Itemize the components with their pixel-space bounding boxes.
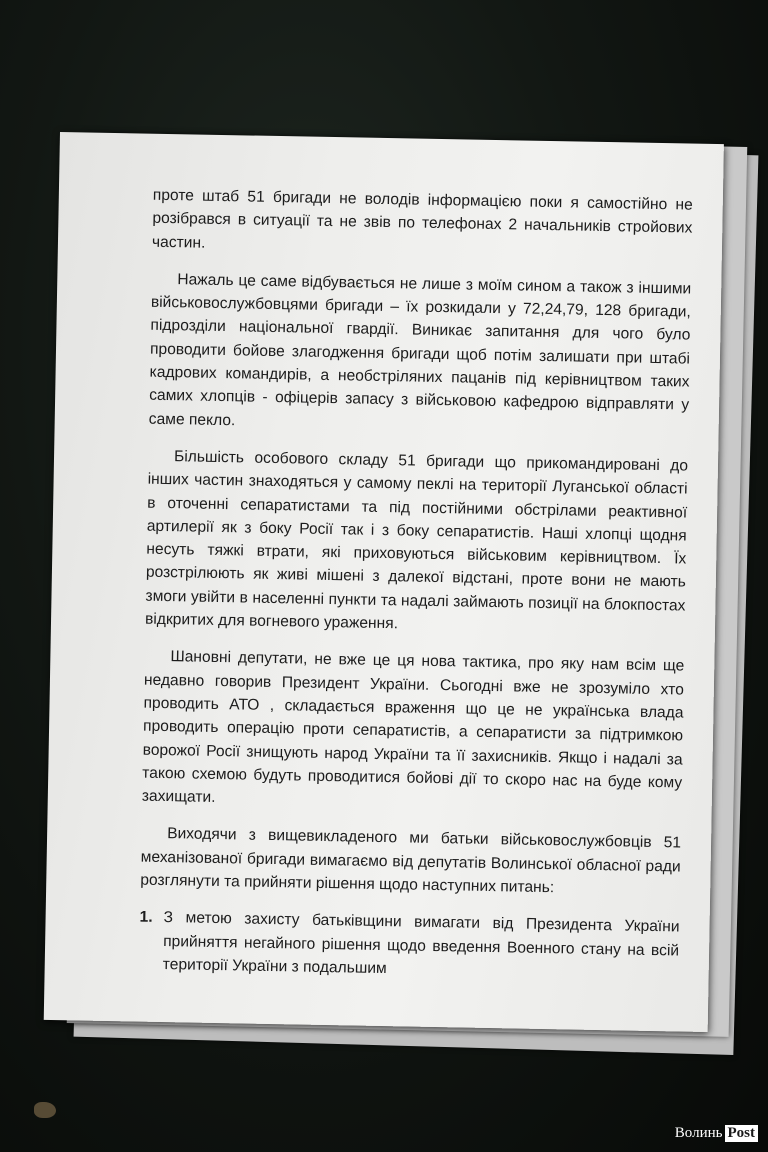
list-text: З метою захисту батьківщини вимагати від Президента України прийняття негайного рішення щодо введення Военного стану на всій території України з подальшим	[162, 909, 680, 978]
paragraph: Більшість особового складу 51 бригади що прикомандировані до інших частин знаходяться у самому пеклі на території Луганської області в оточенні сепаратистами та під постійними обстрілами реактивної артилерії як з боку Росії так і з боку сепаратистів. Наші хлопці щодня несуть тяжкі втрати, які приховуються військовим керівництвом. Їх розстрілюють як живі мішені з далекої відстані, проте вони не мають змоги увійти в населенні пункти та надалі займають позиції на блокпостах відкритих для вогневого ураження.	[144, 448, 689, 633]
paragraph: Нажаль це саме відбувається не лише з моїм сином а також з іншими військовослужбовцями бригади – їх розкидали у 72,24,79, 128 бригади, підрозділи національної гвардії. Виникає запитання для чого було проводити бойове злагодження бригади щоб потім залишати при штабі кадрових командирів, а необстріляних пацанів під керівництвом таких самих хлопців - офіцерів запасу з військовою кафедрою відправляти у саме пекло.	[148, 271, 692, 429]
list-item	[139, 906, 680, 986]
watermark-text: Волинь	[674, 1125, 723, 1141]
list-number: 1.	[139, 908, 153, 927]
document-body	[139, 184, 693, 986]
demands-list	[139, 906, 680, 986]
document-page	[44, 132, 724, 1032]
watermark-box: Post	[725, 1125, 759, 1142]
paragraph: Виходячи з вищевикладеного ми батьки військовослужбовців 51 механізованої бригади вимагаємо від депутатів Волинської обласної ради розглянути та прийняти рішення щодо наступних питань:	[140, 825, 682, 897]
paragraph: проте штаб 51 бригади не володів інформацією поки я самостійно не розібрався в ситуації та не звів по телефонах 2 начальників стройових частин.	[151, 186, 693, 252]
watermark-logo	[675, 1125, 758, 1142]
paragraph: Шановні депутати, не вже це ця нова тактика, про яку нам всім ще недавно говорив Президент України. Сьогодні вже не зрозуміло хто проводить АТО , складається враження що це не українська влада проводить операцію проти сепаратистів, а сепаратисти за підтримкою ворожої Росії знищують народ України та її захисників. Якщо і надалі за такою схемою будуть проводитися бойові дії то скоро нас на буде кому захищати.	[141, 648, 685, 807]
table-stain	[34, 1102, 56, 1118]
